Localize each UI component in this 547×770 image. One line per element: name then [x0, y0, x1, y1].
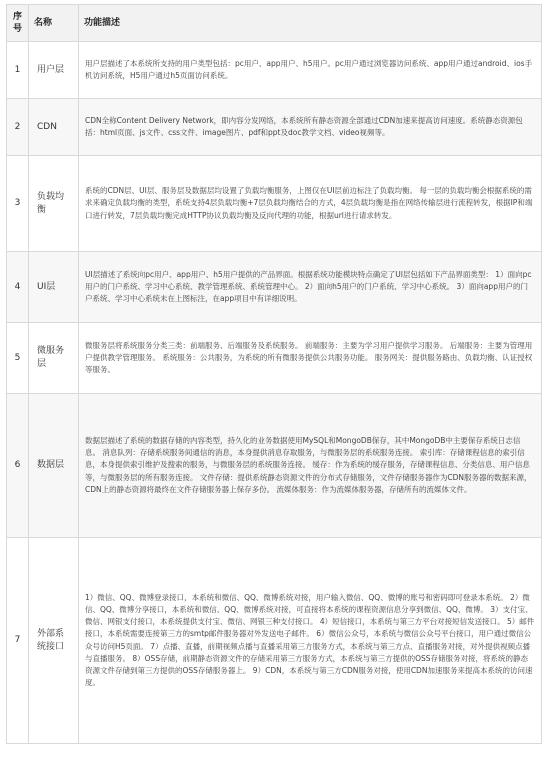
- row-name: 微服务层: [29, 323, 79, 394]
- row-desc: 微服务层将系统服务分类三类：前端服务、后端服务及系统服务。 前端服务：主要为学习用户提供学习服务。 后端服务：主要为管理用户提供教学管理服务。 系统服务：公共服务，为系统的所有微服务提供公共服务功能。 服务网关：提供服务路由、负载均衡、认证授权等服务。: [79, 323, 542, 394]
- header-row: [7, 5, 542, 42]
- row-name: 用户层: [29, 42, 79, 99]
- row-no: 7: [7, 538, 29, 744]
- table-row: [7, 156, 542, 252]
- table-body: [7, 42, 542, 744]
- table-row: [7, 538, 542, 744]
- row-no: 3: [7, 156, 29, 252]
- row-no: 5: [7, 323, 29, 394]
- table-header: [7, 5, 542, 42]
- row-name: 负载均衡: [29, 156, 79, 252]
- row-no: 2: [7, 99, 29, 156]
- table-row: [7, 252, 542, 323]
- row-desc: 数据层描述了系统的数据存储的内容类型，持久化的业务数据使用MySQL和MongoDB保存，其中MongoDB中主要保存系统日志信息。 消息队列：存储系统服务间通信的消息，本身提供消息存取服务，与微服务层的系统服务连接。 索引库：存储课程信息的索引信息，本身提供索引维护及搜索的服务，与微服务层的系统服务连接。 缓存：作为系统的缓存服务，存储课程信息、分类信息、用户信息等，与微服务层的所有服务连接。 文件存储：提供系统静态资源文件的分布式存储服务，文件存储服务器作为CDN服务器的数据来源，CDN上的静态资源将最终在文件存储服务器上保存多份。 流媒体服务：作为流媒体服务器，存储所有的流媒体文件。: [79, 394, 542, 538]
- row-no: 1: [7, 42, 29, 99]
- header-desc: 功能描述: [79, 5, 542, 42]
- row-desc: 用户层描述了本系统所支持的用户类型包括：pc用户、app用户、h5用户。pc用户通过浏览器访问系统、app用户通过android、ios手机访问系统，H5用户通过h5页面访问系统。: [79, 42, 542, 99]
- table-row: [7, 323, 542, 394]
- row-desc: 1）微信、QQ、微博登录接口，本系统和微信、QQ、微博系统对接，用户输入微信、QQ、微博的账号和密码即可登录本系统。 2）微信、QQ、微博分享接口，本系统和微信、QQ、微博系统对接，可直接将本系统的课程资源信息分享到微信、QQ、微博。 3）支付宝、微信、网银支付接口，本系统提供支付宝、微信、网银三种支付接口。 4）短信接口，本系统与第三方平台对接短信发送接口。 5）邮件接口，本系统需要连接第三方的smtp邮件服务器对外发送电子邮件。 6）微信公众号，本系统与微信公众号平台接口，用户通过微信公众号访问H5页面。 7）点播、直播，前期视频点播与直播采用第三方服务方式，本系统与第三方点、直播服务对接，对外提供视频点播与直播服务。 8）OSS存储，前期静态资源文件的存储采用第三方服务方式，本系统与第三方提供的OSS存储服务对接，将系统的静态资源文件存储到第三方提供的OSS存储服务器上。 9）CDN，本系统与第三方CDN服务对接，使用CDN加速服务来提高本系统的访问速度。: [79, 538, 542, 744]
- header-no: 序号: [7, 5, 29, 42]
- header-name: 名称: [29, 5, 79, 42]
- architecture-table: [6, 4, 542, 744]
- row-desc: UI层描述了系统向pc用户、app用户、h5用户提供的产品界面。根据系统功能模块特点确定了UI层包括如下产品界面类型： 1）面向pc用户的门户系统、学习中心系统、教学管理系统、系统管理中心。 2）面向h5用户的门户系统、学习中心系统。 3）面向app用户的门户系统、学习中心系统未在上图标注，在app项目中有详细说明。: [79, 252, 542, 323]
- row-desc: CDN全称Content Delivery Network，即内容分发网络，本系统所有静态资源全部通过CDN加速来提高访问速度。系统静态资源包括：html页面、js文件、css文件、image图片、pdf和ppt及doc教学文档、video视频等。: [79, 99, 542, 156]
- row-no: 6: [7, 394, 29, 538]
- table-row: [7, 99, 542, 156]
- row-name: CDN: [29, 99, 79, 156]
- table-row: [7, 394, 542, 538]
- row-name: UI层: [29, 252, 79, 323]
- row-desc: 系统的CDN层、UI层、服务层及数据层均设置了负载均衡服务，上图仅在UI层前边标注了负载均衡。 每一层的负载均衡会根据系统的需求来确定负载均衡的类型，系统支持4层负载均衡+7层负载均衡结合的方式，4层负载均衡是指在网络传输层进行流程转发，根据IP和端口进行转发，7层负载均衡完成HTTP协议负载均衡及反向代理的功能，根据url进行请求转发。: [79, 156, 542, 252]
- row-no: 4: [7, 252, 29, 323]
- row-name: 外部系统接口: [29, 538, 79, 744]
- table-row: [7, 42, 542, 99]
- row-name: 数据层: [29, 394, 79, 538]
